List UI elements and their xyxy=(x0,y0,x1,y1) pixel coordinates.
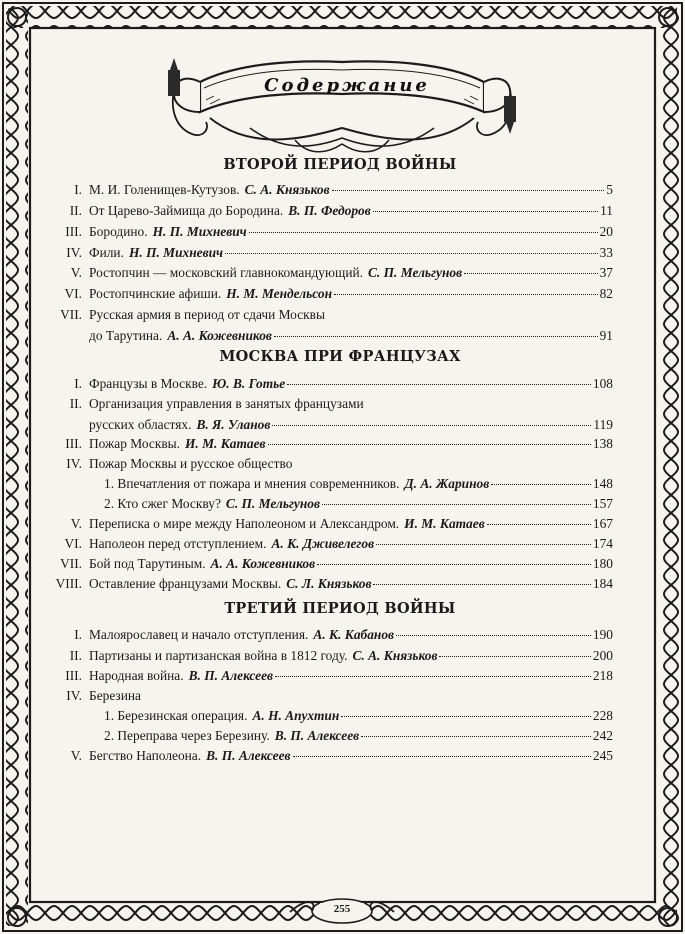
toc-entry[interactable] xyxy=(38,307,613,323)
page-number: 255 xyxy=(320,903,364,915)
entry-number: VI. xyxy=(64,286,82,301)
toc-entry[interactable] xyxy=(38,436,613,452)
entry-author: С. А. Князьков xyxy=(244,182,330,197)
entry-title: Народная война. xyxy=(89,668,184,683)
entry-number: VI. xyxy=(64,536,82,551)
entry-title: Фили. xyxy=(89,245,124,260)
entry-author: В. П. Алексеев xyxy=(274,728,360,743)
dot-leader xyxy=(272,425,591,426)
entry-page: 180 xyxy=(592,556,613,571)
entry-author: С. П. Мельгунов xyxy=(368,265,463,280)
contents-title: Содержание xyxy=(264,75,430,96)
entry-title: Русская армия в период от сдачи Москвы xyxy=(89,307,325,322)
entry-author: А. К. Дживелегов xyxy=(271,536,375,551)
toc-entry[interactable] xyxy=(38,224,613,240)
entry-title: Наполеон перед отступлением. xyxy=(89,536,267,551)
entry-page: 20 xyxy=(599,224,613,239)
entry-author: Н. М. Мендельсон xyxy=(226,286,333,301)
header-banner xyxy=(168,58,516,152)
entry-number: V. xyxy=(70,516,82,531)
dot-leader xyxy=(334,294,598,295)
entry-author: С. А. Князьков xyxy=(352,648,438,663)
toc-subentry[interactable] xyxy=(104,708,613,724)
entry-page: 167 xyxy=(592,516,613,531)
entry-page: 228 xyxy=(592,708,613,723)
entry-title: М. И. Голенищев-Кутузов. xyxy=(89,182,240,197)
toc-entry[interactable] xyxy=(38,536,613,552)
entry-number: VII. xyxy=(60,556,82,571)
toc-entry-continuation[interactable] xyxy=(89,328,613,344)
entry-title: От Царево-Займища до Бородина. xyxy=(89,203,284,218)
subentry-title: 1. Впечатления от пожара и мнения современников. xyxy=(104,476,400,491)
entry-title: Малоярославец и начало отступления. xyxy=(89,627,309,642)
toc-entry-continuation[interactable] xyxy=(89,417,613,433)
entry-page: 218 xyxy=(592,668,613,683)
entry-author: Д. А. Жаринов xyxy=(404,476,490,491)
dot-leader xyxy=(332,190,605,191)
toc-entry[interactable] xyxy=(38,456,613,472)
entry-page: 174 xyxy=(592,536,613,551)
toc-entry[interactable] xyxy=(38,748,613,764)
entry-author: В. П. Алексеев xyxy=(188,668,274,683)
toc-entry[interactable] xyxy=(38,688,613,704)
dot-leader xyxy=(322,504,591,505)
dot-leader xyxy=(249,232,598,233)
entry-page: 200 xyxy=(592,648,613,663)
dot-leader xyxy=(287,384,591,385)
entry-author: И. М. Катаев xyxy=(185,436,266,451)
dot-leader xyxy=(396,635,591,636)
entry-number: I. xyxy=(74,627,82,642)
section-title: МОСКВА ПРИ ФРАНЦУЗАХ xyxy=(219,348,461,365)
entry-page: 37 xyxy=(599,265,613,280)
section-title: ТРЕТИЙ ПЕРИОД ВОЙНЫ xyxy=(224,600,456,617)
entry-page: 242 xyxy=(592,728,613,743)
toc-entry[interactable] xyxy=(38,627,613,643)
entry-page: 82 xyxy=(599,286,613,301)
toc-entry[interactable] xyxy=(38,376,613,392)
entry-title-continued: до Тарутина. xyxy=(89,328,163,343)
entry-number: III. xyxy=(65,668,82,683)
entry-title: Переписка о мире между Наполеоном и Александром. xyxy=(89,516,400,531)
subentry-title: 2. Кто сжег Москву? xyxy=(104,496,221,511)
toc-entry[interactable] xyxy=(38,648,613,664)
entry-number: II. xyxy=(69,203,82,218)
entry-number: I. xyxy=(74,182,82,197)
entry-number: VIII. xyxy=(55,576,82,591)
entry-author: А. А. Кожевников xyxy=(210,556,316,571)
entry-author: С. Л. Князьков xyxy=(286,576,372,591)
subentry-title: 2. Переправа через Березину. xyxy=(104,728,270,743)
entry-author: А. К. Кабанов xyxy=(313,627,395,642)
toc-entry[interactable] xyxy=(38,245,613,261)
entry-page: 5 xyxy=(606,182,613,197)
entry-author: А. А. Кожевников xyxy=(167,328,272,343)
entry-title: Бегство Наполеона. xyxy=(89,748,202,763)
toc-entry[interactable] xyxy=(38,265,613,281)
entry-page: 11 xyxy=(600,203,613,218)
entry-author: С. П. Мельгунов xyxy=(225,496,320,511)
entry-number: IV. xyxy=(66,688,82,703)
entry-number: IV. xyxy=(66,245,82,260)
entry-number: IV. xyxy=(66,456,82,471)
toc-subentry[interactable] xyxy=(104,728,613,744)
entry-author: В. П. Федоров xyxy=(288,203,371,218)
subentry-title: 1. Березинская операция. xyxy=(104,708,248,723)
dot-leader xyxy=(373,211,598,212)
entry-title: Бородино. xyxy=(89,224,148,239)
entry-page: 138 xyxy=(592,436,613,451)
entry-title: Организация управления в занятых французами xyxy=(89,396,364,411)
entry-number: II. xyxy=(69,396,82,411)
toc-entry[interactable] xyxy=(38,516,613,532)
entry-title: Бой под Тарутиным. xyxy=(89,556,206,571)
toc-entry[interactable] xyxy=(38,576,613,592)
entry-page: 245 xyxy=(592,748,613,763)
entry-number: III. xyxy=(65,224,82,239)
toc-entry[interactable] xyxy=(38,203,613,219)
entry-number: I. xyxy=(74,376,82,391)
entry-title: Оставление французами Москвы. xyxy=(89,576,282,591)
dot-leader xyxy=(491,484,591,485)
dot-leader xyxy=(373,584,590,585)
entry-number: VII. xyxy=(60,307,82,322)
toc-entry[interactable] xyxy=(38,396,613,412)
dot-leader xyxy=(464,273,598,274)
section-title: ВТОРОЙ ПЕРИОД ВОЙНЫ xyxy=(223,156,457,173)
dot-leader xyxy=(439,656,590,657)
entry-page: 91 xyxy=(599,328,613,343)
entry-title: Пожар Москвы и русское общество xyxy=(89,456,293,471)
entry-title: Березина xyxy=(89,688,141,703)
entry-title: Французы в Москве. xyxy=(89,376,208,391)
entry-page: 190 xyxy=(592,627,613,642)
dot-leader xyxy=(293,756,591,757)
entry-title: Ростопчин — московский главнокомандующий. xyxy=(89,265,363,280)
entry-page: 184 xyxy=(592,576,613,591)
entry-page: 119 xyxy=(593,417,613,432)
toc-subentry[interactable] xyxy=(104,476,613,492)
dot-leader xyxy=(376,544,591,545)
dot-leader xyxy=(341,716,591,717)
toc-subentry[interactable] xyxy=(104,496,613,512)
dot-leader xyxy=(274,336,598,337)
entry-page: 108 xyxy=(592,376,613,391)
entry-number: II. xyxy=(69,648,82,663)
entry-number: V. xyxy=(70,748,82,763)
entry-title: Пожар Москвы. xyxy=(89,436,180,451)
dot-leader xyxy=(317,564,591,565)
entry-author: В. П. Алексеев xyxy=(206,748,291,763)
entry-number: V. xyxy=(70,265,82,280)
entry-title: Ростопчинские афиши. xyxy=(89,286,222,301)
entry-author: И. М. Катаев xyxy=(404,516,485,531)
dot-leader xyxy=(275,676,591,677)
entry-title: Партизаны и партизанская война в 1812 году. xyxy=(89,648,348,663)
dot-leader xyxy=(225,253,598,254)
toc-entry[interactable] xyxy=(38,668,613,684)
entry-author: Н. П. Михневич xyxy=(152,224,247,239)
entry-author: В. Я. Уланов xyxy=(196,417,271,432)
entry-page: 148 xyxy=(592,476,613,491)
entry-author: Н. П. Михневич xyxy=(128,245,224,260)
entry-author: А. Н. Апухтин xyxy=(252,708,340,723)
entry-number: III. xyxy=(65,436,82,451)
dot-leader xyxy=(268,444,591,445)
dot-leader xyxy=(361,736,591,737)
entry-author: Ю. В. Готье xyxy=(212,376,286,391)
toc-entry[interactable] xyxy=(38,286,613,302)
entry-title-continued: русских областях. xyxy=(89,417,192,432)
entry-page: 33 xyxy=(599,245,613,260)
toc-entry[interactable] xyxy=(38,556,613,572)
entry-page: 157 xyxy=(592,496,613,511)
dot-leader xyxy=(487,524,591,525)
toc-entry[interactable] xyxy=(38,182,613,198)
